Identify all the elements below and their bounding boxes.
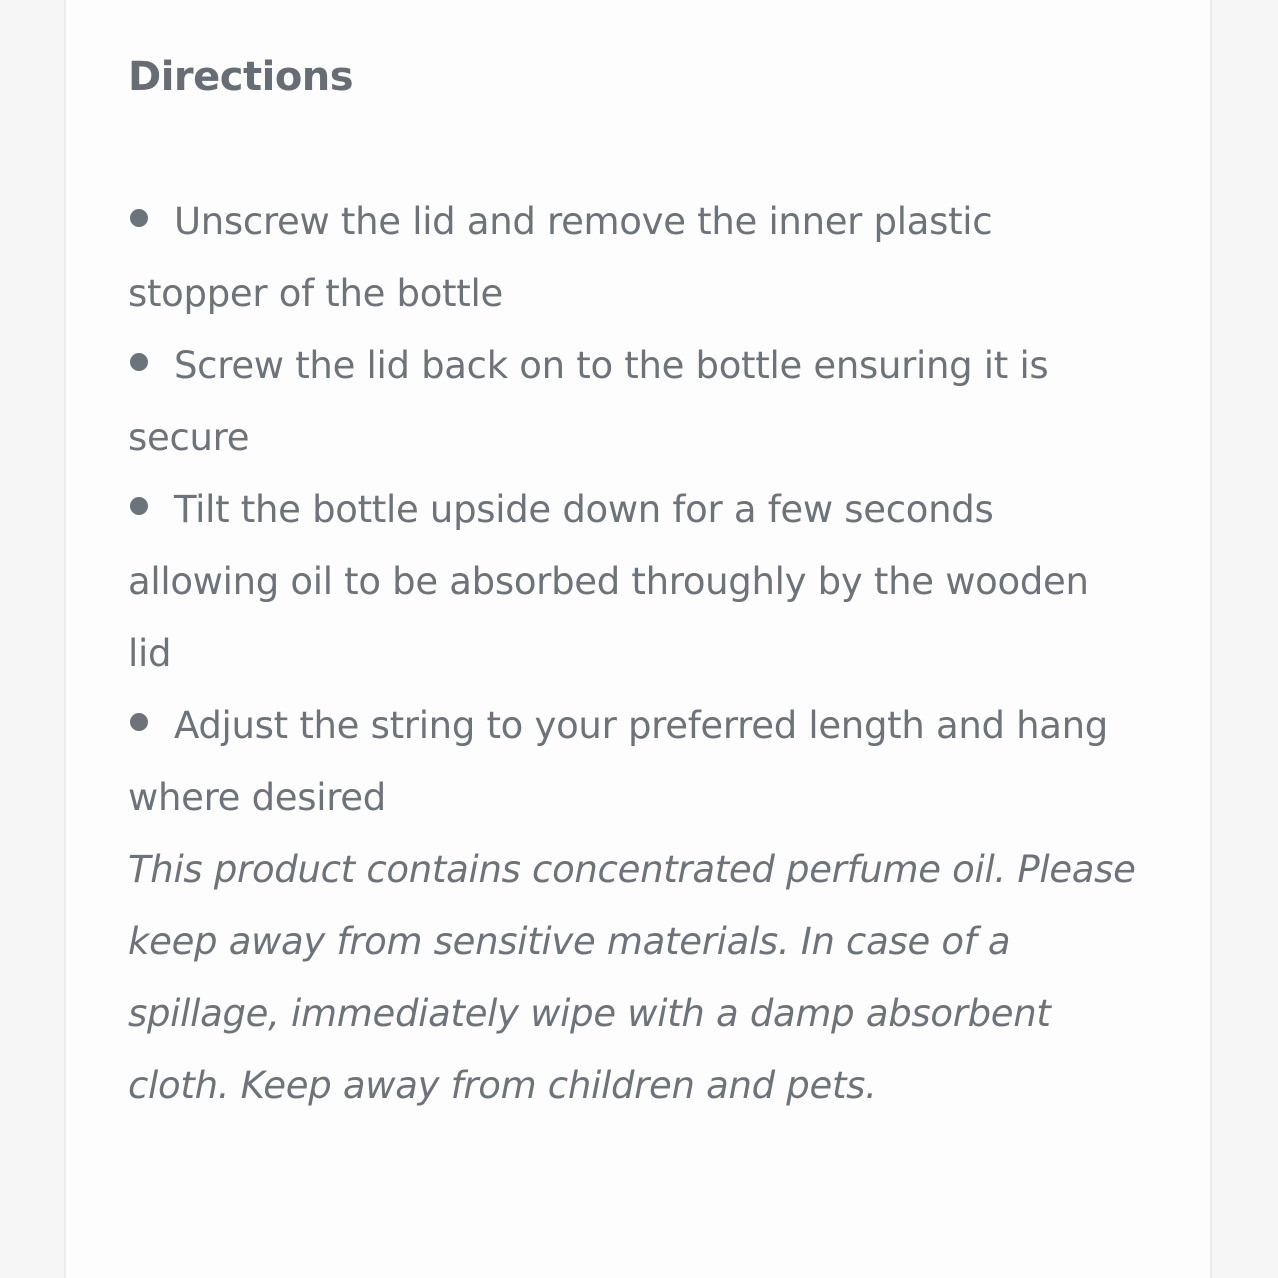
- direction-step-text: Screw the lid back on to the bottle ensuring it is secure: [128, 344, 1049, 459]
- directions-section: [128, 48, 1138, 1122]
- direction-step-text: Tilt the bottle upside down for a few seconds allowing oil to be absorbed throughly by the wooden lid: [128, 488, 1089, 675]
- direction-step: [128, 690, 1138, 834]
- safety-note: This product contains concentrated perfume oil. Please keep away from sensitive materials. In case of a spillage, immediately wipe with a damp absorbent cloth. Keep away from children and pets.: [128, 848, 1136, 1107]
- direction-step: [128, 474, 1138, 690]
- directions-heading: Directions: [128, 54, 354, 100]
- bullet-icon: [130, 209, 148, 227]
- direction-step: [128, 186, 1138, 330]
- product-details-panel: [64, 0, 1212, 1278]
- bullet-icon: [130, 497, 148, 515]
- bullet-icon: [130, 713, 148, 731]
- bullet-icon: [130, 353, 148, 371]
- direction-step: [128, 330, 1138, 474]
- direction-step-text: Adjust the string to your preferred length and hang where desired: [128, 704, 1108, 819]
- directions-list: [128, 186, 1138, 1122]
- direction-step-text: Unscrew the lid and remove the inner plastic stopper of the bottle: [128, 200, 993, 315]
